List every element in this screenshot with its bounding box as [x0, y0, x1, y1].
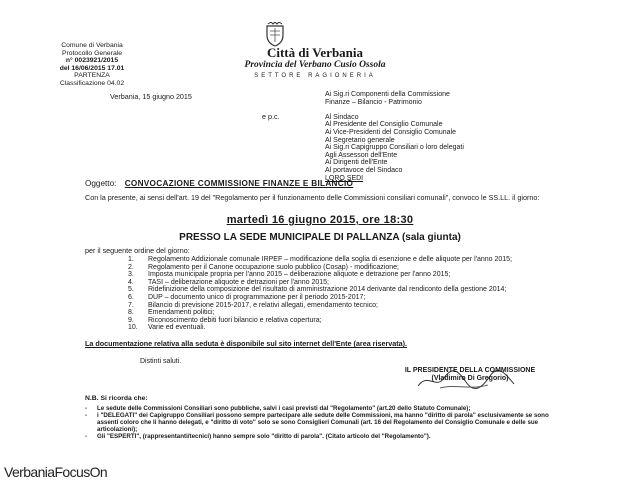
city-name: Città di Verbania: [266, 45, 364, 60]
agenda-item: [128, 294, 558, 302]
recipient: Ai Dirigenti dell'Ente: [325, 159, 388, 167]
recipient: [325, 106, 545, 114]
agenda-item-number: 4.: [128, 278, 134, 286]
sector-name: SETTORE RAGIONERIA: [254, 73, 376, 79]
recipient: LORO SEDI: [325, 174, 364, 182]
agenda-item-text: Regolamento per il Canone occupazione suolo pubblico (Cosap) - modificazione;: [148, 263, 399, 271]
agenda-item: [128, 286, 558, 294]
protocol-line: del 16/06/2015 17.01: [59, 64, 125, 72]
recipient: Agli Assessori dell'Ente: [325, 151, 398, 159]
agenda-item-number: 9.: [128, 316, 134, 324]
meeting-datetime-text: martedì 16 giugno 2015, ore 18:30: [226, 214, 414, 226]
meeting-datetime: [0, 214, 640, 226]
agenda-item-number: 7.: [128, 301, 134, 309]
agenda-item-text: Regolamento Addizionale comunale IRPEF – modificazione della soglia di esenzione e delle aliquote per l'anno 2015;: [148, 256, 513, 263]
note-text: i "DELEGATI" dei Capigruppo Consiliari possono sempre partecipare alle sedute delle Commissioni, ma hanno "diritto di parola" esclusivamente se sono assenti coloro che li hanno delegati, e "diritto di voto" solo se sono Consiglieri Comunali (art. 16 del Regolamento del Consiglio Comunale e delle sue articolazioni);: [97, 412, 549, 434]
recipient: Al Sindaco: [325, 113, 359, 121]
protocol-line: Protocollo Generale: [61, 49, 123, 57]
province-name: Provincia del Verbano Cusio Ossola: [244, 60, 386, 70]
recipient: Al Presidente del Consiglio Comunale: [325, 121, 443, 129]
agenda-item-number: 1.: [128, 256, 134, 263]
agenda-item-text: Bilancio di previsione 2015-2017, e relativi allegati, emendamento tecnico;: [148, 301, 378, 309]
agenda-item-text: Imposta municipale propria per l'anno 2015 – deliberazione aliquote e detrazione per l'anno 2015;: [148, 271, 451, 279]
closing-greeting: Distinti saluti.: [140, 358, 182, 365]
documentation-note: La documentazione relativa alla seduta è disponibile sul sito internet dell'Ente (area riservata).: [85, 339, 408, 348]
recipient: Finanze – Bilancio - Patrimonio: [325, 98, 422, 106]
agenda-item-number: 6.: [128, 293, 134, 301]
agenda-item-text: Ridefinizione della composizione del risultato di amministrazione 2014 derivante dal rendiconto della gestione 2014;: [148, 286, 507, 294]
agenda-item: [128, 264, 558, 272]
signature-role: IL PRESIDENTE DELLA COMMISSIONE: [404, 367, 536, 374]
agenda-item-text: TASI – deliberazione aliquote e detrazioni per l'anno 2015;: [148, 278, 329, 286]
recipient: Ai Sig.ri Capigruppo Consiliari o loro delegati: [325, 144, 464, 152]
agenda-item-text: Riconoscimento debiti fuori bilancio e relativa copertura;: [148, 316, 322, 324]
recipients-list: [325, 91, 545, 182]
nb-title: N.B. Si ricorda che:: [85, 395, 148, 402]
agenda-item-text: DUP – documento unico di programmazione per il periodo 2015-2017;: [148, 293, 366, 301]
signature-block: [355, 367, 585, 383]
agenda-item-text: Varie ed eventuali.: [148, 324, 206, 332]
note-text: Le sedute delle Commissioni Consiliari sono pubbliche, salvi i casi previsti dal "Regolamento" (art.20 dello Statuto Comunale);: [97, 405, 471, 412]
watermark-text: VerbaniaFocusOn: [4, 464, 108, 480]
protocol-line: Classificazione 04.02: [59, 79, 125, 87]
note-item: - i "DELEGATI" dei Capigruppo Consiliari possono sempre partecipare alle sedute delle Commissioni, ma hanno "diritto di parola" esclusivamente se sono assenti coloro che li hanno delegati, e "diritto di voto" solo se sono Consiglieri Comunali (art. 16 del Regolamento del Consiglio Comunale e delle sue articolazioni);: [85, 412, 565, 433]
subject-label: Oggetto:: [85, 179, 117, 188]
letter-date: Verbania, 15 giugno 2015: [110, 92, 192, 101]
protocol-line: PARTENZA: [74, 72, 110, 80]
recipient: Al Segretario generale: [325, 136, 395, 144]
agenda-intro: per il seguente ordine del giorno:: [85, 246, 190, 255]
cc-label: e p.c.: [262, 112, 280, 121]
signature-name: (Vladimiro Di Gregorio): [431, 375, 509, 382]
notes-list: [85, 405, 565, 440]
agenda-item: [128, 324, 558, 332]
letterhead: [180, 42, 450, 79]
meeting-location: PRESSO LA SEDE MUNICIPALE DI PALLANZA (sala giunta): [179, 232, 461, 243]
protocol-line: Comune di Verbania: [61, 42, 123, 49]
agenda-item-text: Emendamenti politici;: [148, 309, 215, 317]
agenda-item-number: 5.: [128, 286, 134, 294]
agenda-item: [128, 317, 558, 325]
protocol-line: n° 0023921/2015: [65, 57, 119, 65]
recipient: Al portavoce del Sindaco: [325, 166, 403, 174]
agenda-item-number: 3.: [128, 271, 134, 279]
agenda-item: [128, 271, 558, 279]
subject-title: CONVOCAZIONE COMMISSIONE FINANZE E BILANCIO: [124, 179, 354, 188]
note-item: - Le sedute delle Commissioni Consiliari sono pubbliche, salvi i casi previsti dal "Regolamento" (art.20 dello Statuto Comunale);: [85, 405, 471, 412]
agenda-item-number: 2.: [128, 263, 134, 271]
subject-line: [85, 179, 353, 188]
agenda-item: [128, 256, 558, 264]
agenda-item: [128, 302, 558, 310]
note-item: - Gli "ESPERTI", (rappresentanti/tecnici) hanno sempre solo "diritto di parola". (Citato articolo del "Regolamento").: [85, 433, 431, 441]
intro-paragraph: Con la presente, ai sensi dell'art. 19 del "Regolamento per il funzionamento delle Commissioni consiliari comunali", convoco le SS.LL. il giorno:: [85, 193, 540, 202]
agenda-list: [128, 256, 558, 332]
recipient: Ai Vice-Presidenti del Consiglio Comunale: [325, 128, 456, 136]
agenda-item-number: 8.: [128, 309, 134, 317]
recipient: Ai Sig.ri Componenti della Commissione: [325, 91, 450, 98]
note-text: Gli "ESPERTI", (rappresentanti/tecnici) hanno sempre solo "diritto di parola". (Citato articolo del "Regolamento").: [97, 433, 431, 441]
protocol-stamp: [22, 42, 162, 88]
agenda-item: [128, 279, 558, 287]
agenda-item-number: 10.: [128, 324, 138, 332]
agenda-item: [128, 309, 558, 317]
